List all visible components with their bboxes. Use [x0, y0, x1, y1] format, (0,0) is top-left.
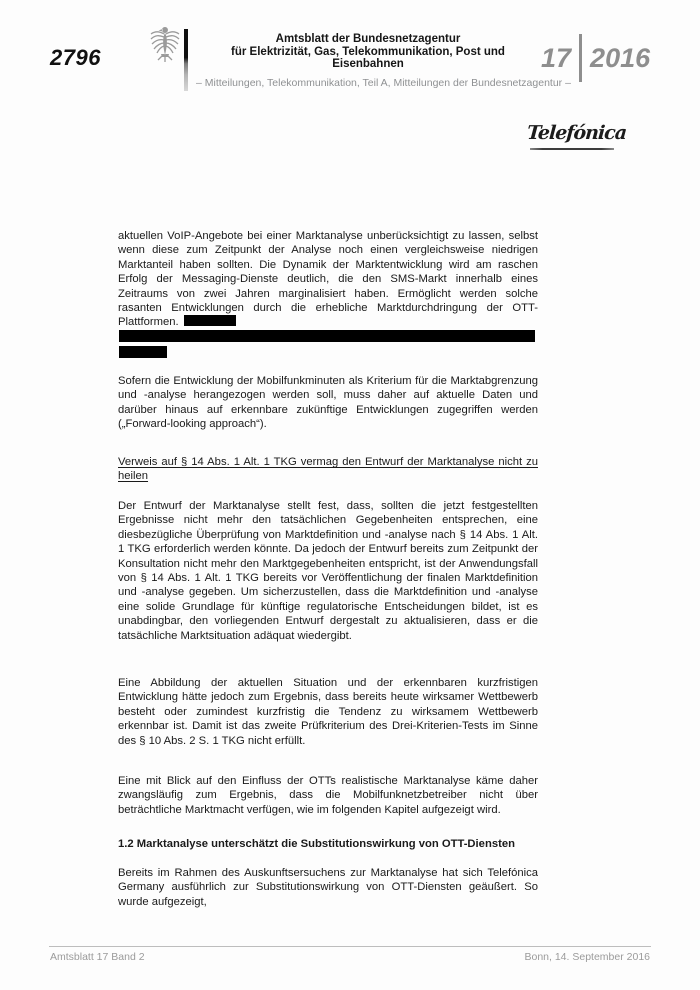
header-divider-bar	[184, 29, 188, 91]
issue-year: 2016	[590, 42, 651, 73]
body-paragraph-2: Sofern die Entwicklung der Mobilfunkminuten als Kriterium für die Marktabgrenzung und -analyse herangezogen werden soll, muss daher auf aktuelle Daten und darüber hinaus auf erkennbare zukünftige Entwicklungen zugegriffen werden („Forward-looking approach“).	[118, 375, 538, 431]
issue-number: 17	[541, 42, 572, 73]
body-paragraph-1	[118, 229, 538, 330]
redaction-bar-short	[119, 346, 167, 358]
redaction-bar-full-line	[119, 330, 535, 342]
footer-rule	[49, 946, 651, 947]
body-paragraph-3: Der Entwurf der Marktanalyse stellt fest, dass, sollten die jetzt festgestellten Ergebnisse nicht mehr den tatsächlichen Gegebenheiten entsprechen, eine diesbezügliche Überprüfung von Marktdefinition und -analyse nach § 14 Abs. 1 Alt. 1 TKG erforderlich werden könnte. Da jedoch der Entwurf bereits zum Zeitpunkt der Konsultation nicht mehr den Marktgegebenheiten entspricht, ist der Anwendungsfall von § 14 Abs. 1 Alt. 1 TKG bereits vor Veröffentlichung der finalen Marktdefinition und -analyse gegeben. Um sicherzustellen, dass die Marktdefinition und -analyse eine solide Grundlage für künftige regulatorische Entscheidungen bildet, ist es unabdingbar, den vorliegenden Entwurf dergestalt zu aktualisieren, dass er die tatsächliche Marktsituation adäquat wiedergibt.	[118, 500, 538, 642]
page-number: 2796	[50, 45, 101, 70]
redaction-bar-inline	[184, 315, 236, 326]
body-paragraph-6: Bereits im Rahmen des Auskunftsersuchens zur Marktanalyse hat sich Telefónica Germany ausführlich zur Substitutionswirkung von OTT-Diensten geäußert. So wurde aufgezeigt,	[118, 867, 538, 908]
issue-divider	[579, 34, 582, 82]
telefonica-logo-underline	[530, 148, 614, 150]
gazette-subtitle: – Mitteilungen, Telekommunikation, Teil A, Mitteilungen der Bundesnetzagentur –	[196, 76, 571, 89]
bundesadler-eagle-icon	[149, 25, 181, 65]
gazette-title-line2: für Elektrizität, Gas, Telekommunikation, Post und Eisenbahnen	[231, 45, 505, 70]
body-paragraph-5: Eine mit Blick auf den Einfluss der OTTs realistische Marktanalyse käme daher zwangsläufig zum Ergebnis, dass die Mobilfunknetzbetreiber nicht über beträchtliche Marktmacht verfügen, wie im folgenden Kapitel aufgezeigt wird.	[118, 775, 538, 816]
underlined-heading: Verweis auf § 14 Abs. 1 Alt. 1 TKG vermag den Entwurf der Marktanalyse nicht zu heilen	[118, 456, 538, 483]
footer-volume-label: Amtsblatt 17 Band 2	[50, 951, 145, 963]
body-paragraph-1-text: aktuellen VoIP-Angebote bei einer Marktanalyse unberücksichtigt zu lassen, selbst wenn diese zum Zeitpunkt der Analyse noch einen vergleichsweise niedrigen Marktanteil haben sollten. Die Dynamik der Marktentwicklung wird am raschen Erfolg der Messaging-Dienste deutlich, die den SMS-Markt innerhalb eines Zeitraums von zwei Jahren marginalisiert haben. Ermöglicht werden solche rasanten Entwicklungen durch die erhebliche Marktdurchdringung der OTT-Plattformen.	[118, 230, 538, 329]
body-paragraph-4: Eine Abbildung der aktuellen Situation und der erkennbaren kurzfristigen Entwicklung hätte jedoch zum Ergebnis, dass bereits heute wirksamer Wettbewerb besteht oder zumindest kurzfristig die Tendenz zu wirksamem Wettbewerb erkennbar ist. Damit ist das zweite Prüfkriterium des Drei-Kriterien-Tests im Sinne des § 10 Abs. 2 S. 1 TKG nicht erfüllt.	[118, 677, 538, 747]
gazette-title-line1: Amtsblatt der Bundesnetzagentur	[275, 33, 461, 45]
telefonica-logo: Telefónica	[526, 122, 627, 144]
footer-place-date: Bonn, 14. September 2016	[524, 951, 650, 963]
section-heading-1-2: 1.2 Marktanalyse unterschätzt die Substitutionswirkung von OTT-Diensten	[118, 838, 515, 850]
issue-label	[541, 33, 650, 83]
